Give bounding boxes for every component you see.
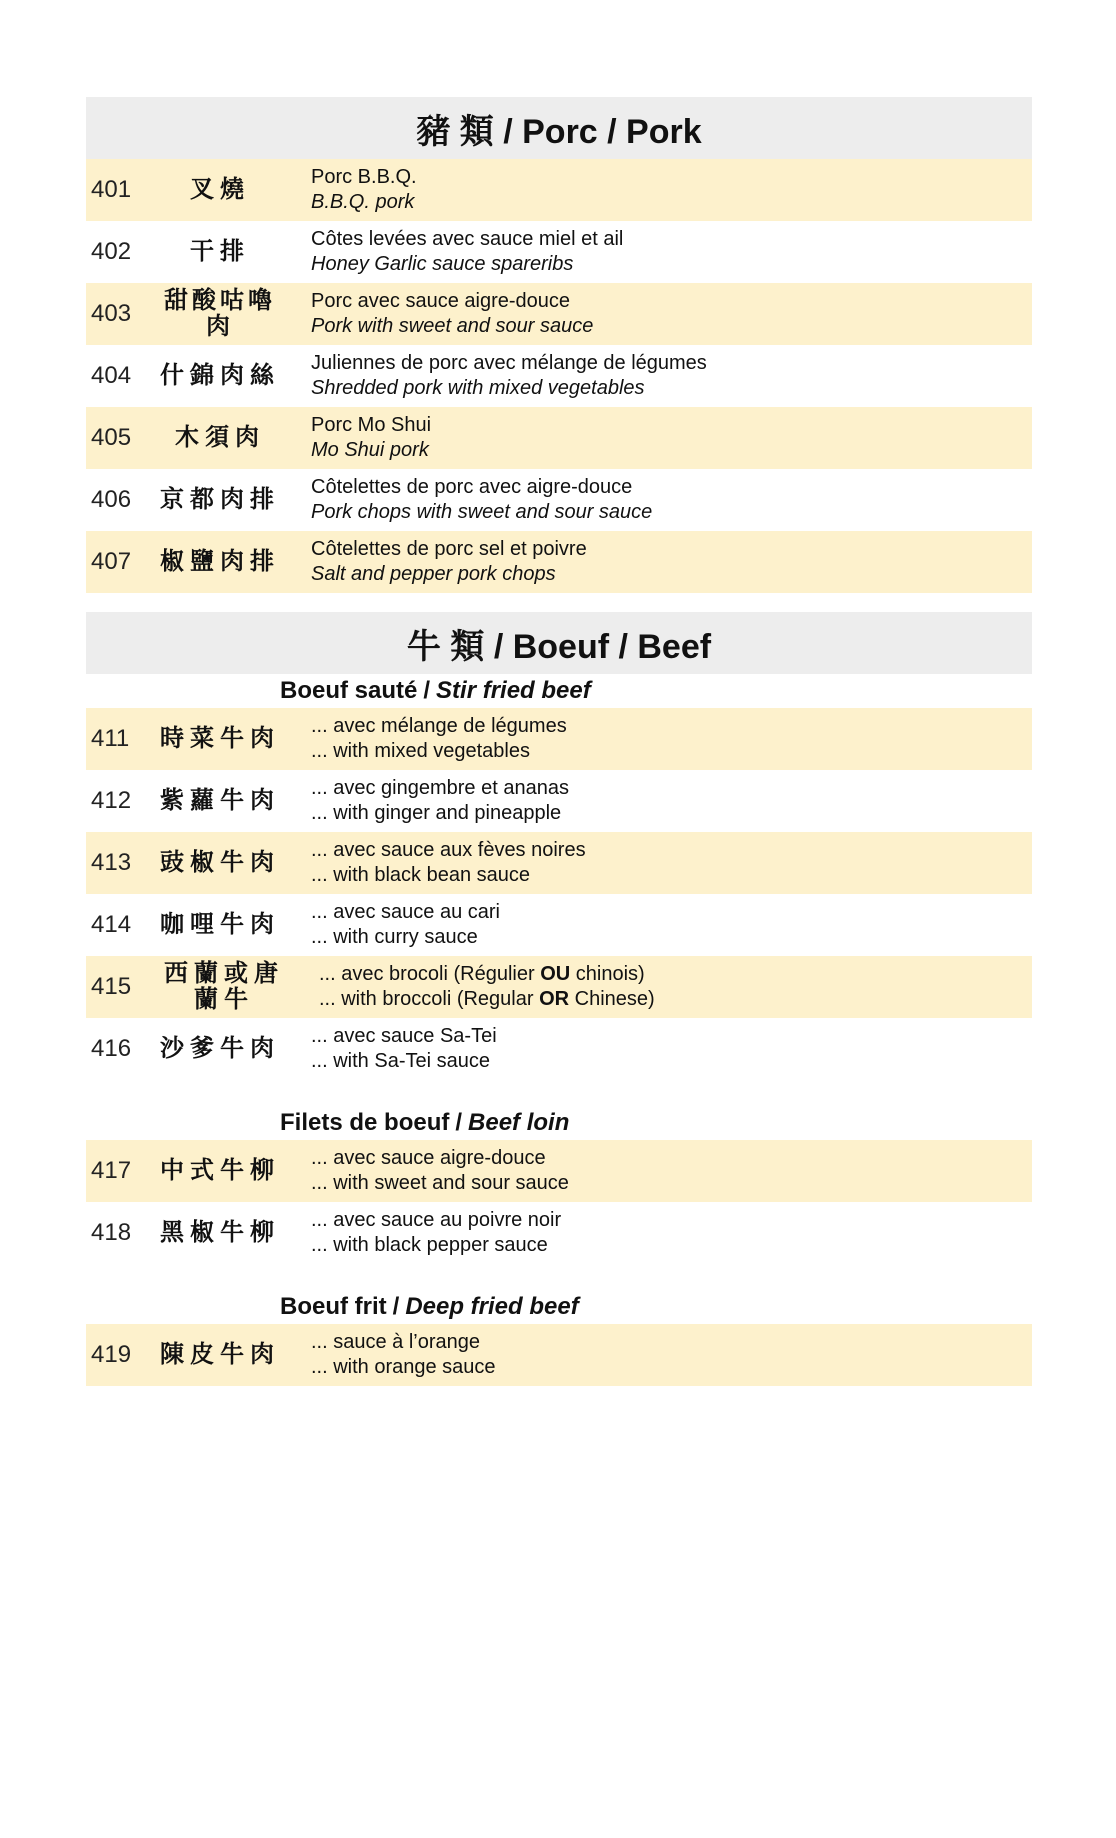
subheading-english: Stir fried beef xyxy=(436,677,591,704)
item-description xyxy=(287,537,587,587)
item-description xyxy=(287,227,623,277)
item-english xyxy=(319,987,655,1012)
menu-item-402 xyxy=(86,221,1032,283)
subsection-gap xyxy=(86,1080,1032,1106)
item-english: ... with black pepper sauce xyxy=(311,1234,548,1256)
item-description xyxy=(287,413,431,463)
item-english: ... with Sa-Tei sauce xyxy=(311,1050,490,1072)
item-french: ... avec sauce au cari xyxy=(311,901,500,923)
item-number: 416 xyxy=(91,1035,132,1062)
item-english: ... with curry sauce xyxy=(311,926,478,948)
menu-item-404 xyxy=(86,345,1032,407)
menu-page xyxy=(86,97,1032,1386)
menu-item-403 xyxy=(86,283,1032,345)
item-french: ... avec gingembre et ananas xyxy=(311,777,569,799)
item-french: Porc Mo Shui xyxy=(311,414,432,436)
item-number: 411 xyxy=(91,725,130,752)
beef-section-header xyxy=(86,612,1032,674)
item-chinese-name: 時菜牛肉 xyxy=(160,725,280,752)
menu-item-412 xyxy=(86,770,1032,832)
item-description xyxy=(287,838,586,888)
item-number: 404 xyxy=(91,362,132,389)
item-french: Côtes levées avec sauce miel et ail xyxy=(311,228,624,250)
menu-item-407 xyxy=(86,531,1032,593)
item-description xyxy=(287,289,593,339)
item-chinese-name: 甜酸咕嚕肉 xyxy=(164,287,276,340)
subheading-french: Boeuf sauté xyxy=(280,677,418,704)
item-chinese-name: 叉燒 xyxy=(190,176,250,203)
menu-item-413 xyxy=(86,832,1032,894)
item-number: 415 xyxy=(91,973,132,1000)
item-number: 407 xyxy=(91,548,132,575)
item-english: Pork with sweet and sour sauce xyxy=(311,315,594,337)
item-english: ... with black bean sauce xyxy=(311,864,531,886)
item-english: Salt and pepper pork chops xyxy=(311,563,556,585)
item-french: Côtelettes de porc avec aigre-douce xyxy=(311,476,633,498)
subsection-gap xyxy=(86,1264,1032,1290)
item-french: Juliennes de porc avec mélange de légumes xyxy=(311,352,707,374)
menu-item-406 xyxy=(86,469,1032,531)
item-english: ... with orange sauce xyxy=(311,1356,496,1378)
menu-item-411 xyxy=(86,708,1032,770)
item-chinese-name: 椒鹽肉排 xyxy=(160,548,280,575)
subheading-english: Beef loin xyxy=(468,1109,570,1136)
item-description xyxy=(287,1024,497,1074)
item-chinese-name: 陳皮牛肉 xyxy=(160,1341,280,1368)
item-number: 406 xyxy=(91,486,132,513)
section-gap xyxy=(86,593,1032,612)
item-number: 412 xyxy=(91,787,132,814)
item-english: Honey Garlic sauce spareribs xyxy=(311,253,574,275)
item-number: 419 xyxy=(91,1341,132,1368)
item-chinese-name: 黑椒牛柳 xyxy=(160,1219,280,1246)
item-french: ... avec sauce aux fèves noires xyxy=(311,839,586,861)
item-french: Porc avec sauce aigre-douce xyxy=(311,290,571,312)
item-description xyxy=(287,1208,561,1258)
menu-item-417 xyxy=(86,1140,1032,1202)
subheading-french: Boeuf frit xyxy=(280,1293,387,1320)
item-french: ... avec sauce aigre-douce xyxy=(311,1147,546,1169)
item-english: Pork chops with sweet and sour sauce xyxy=(311,501,653,523)
item-description xyxy=(287,1330,496,1380)
item-number: 417 xyxy=(91,1157,132,1184)
item-chinese-name: 什錦肉絲 xyxy=(160,362,280,389)
item-french: ... avec mélange de légumes xyxy=(311,715,567,737)
item-french: ... sauce à l’orange xyxy=(311,1331,480,1353)
menu-item-416 xyxy=(86,1018,1032,1080)
item-french: Porc B.B.Q. xyxy=(311,166,417,188)
french-part-a: ... avec brocoli (Régulier xyxy=(319,963,541,985)
item-english: ... with mixed vegetables xyxy=(311,740,530,762)
menu-item-414 xyxy=(86,894,1032,956)
item-description xyxy=(287,351,707,401)
item-description xyxy=(287,475,652,525)
item-description xyxy=(287,900,500,950)
item-description xyxy=(287,714,567,764)
menu-item-401 xyxy=(86,159,1032,221)
item-french: Côtelettes de porc sel et poivre xyxy=(311,538,587,560)
pork-section-title: 豬 類 / Porc / Pork xyxy=(416,112,702,151)
menu-item-415 xyxy=(86,956,1032,1018)
item-description xyxy=(287,776,569,826)
subheading-slash: / xyxy=(392,1293,400,1320)
item-number: 401 xyxy=(91,176,132,203)
item-chinese-name: 沙爹牛肉 xyxy=(160,1035,280,1062)
subheading-slash: / xyxy=(423,677,431,704)
item-french xyxy=(319,962,655,987)
beef-loin-subheading xyxy=(86,1106,1032,1140)
item-number: 405 xyxy=(91,424,132,451)
item-chinese-name: 木須肉 xyxy=(175,424,265,451)
item-number: 402 xyxy=(91,238,132,265)
subheading-slash: / xyxy=(455,1109,463,1136)
beef-section-title: 牛 類 / Boeuf / Beef xyxy=(406,627,712,666)
item-english: ... with sweet and sour sauce xyxy=(311,1172,569,1194)
english-part-a: ... with broccoli (Regular xyxy=(319,988,540,1010)
item-number: 414 xyxy=(91,911,132,938)
item-description xyxy=(287,1146,569,1196)
item-description xyxy=(287,165,417,215)
item-english: ... with ginger and pineapple xyxy=(311,802,562,824)
pork-section-header xyxy=(86,97,1032,159)
item-english: Mo Shui pork xyxy=(311,439,429,461)
item-chinese-name: 咖哩牛肉 xyxy=(160,911,280,938)
stir-fried-subheading xyxy=(86,674,1032,708)
english-or: OR xyxy=(539,988,570,1010)
item-chinese-name: 豉椒牛肉 xyxy=(160,849,280,876)
item-number: 418 xyxy=(91,1219,132,1246)
item-chinese-name: 紫蘿牛肉 xyxy=(160,787,280,814)
item-number: 413 xyxy=(91,849,132,876)
item-chinese-name: 京都肉排 xyxy=(160,486,280,513)
french-or: OU xyxy=(540,963,571,985)
item-number: 403 xyxy=(91,300,132,327)
french-part-c: chinois) xyxy=(570,963,645,985)
subheading-french: Filets de boeuf xyxy=(280,1109,450,1136)
item-description xyxy=(295,962,655,1012)
deep-fried-subheading xyxy=(86,1290,1032,1324)
subheading-english: Deep fried beef xyxy=(405,1293,579,1320)
item-chinese-name: 干排 xyxy=(190,238,250,265)
menu-item-405 xyxy=(86,407,1032,469)
item-english: Shredded pork with mixed vegetables xyxy=(311,377,645,399)
item-french: ... avec sauce Sa-Tei xyxy=(311,1025,497,1047)
menu-item-418 xyxy=(86,1202,1032,1264)
item-english: B.B.Q. pork xyxy=(311,191,415,213)
item-chinese-name: 西蘭或唐蘭牛 xyxy=(164,960,284,1013)
item-french: ... avec sauce au poivre noir xyxy=(311,1209,562,1231)
menu-item-419 xyxy=(86,1324,1032,1386)
item-chinese-name: 中式牛柳 xyxy=(160,1157,280,1184)
english-part-c: Chinese) xyxy=(569,988,655,1010)
